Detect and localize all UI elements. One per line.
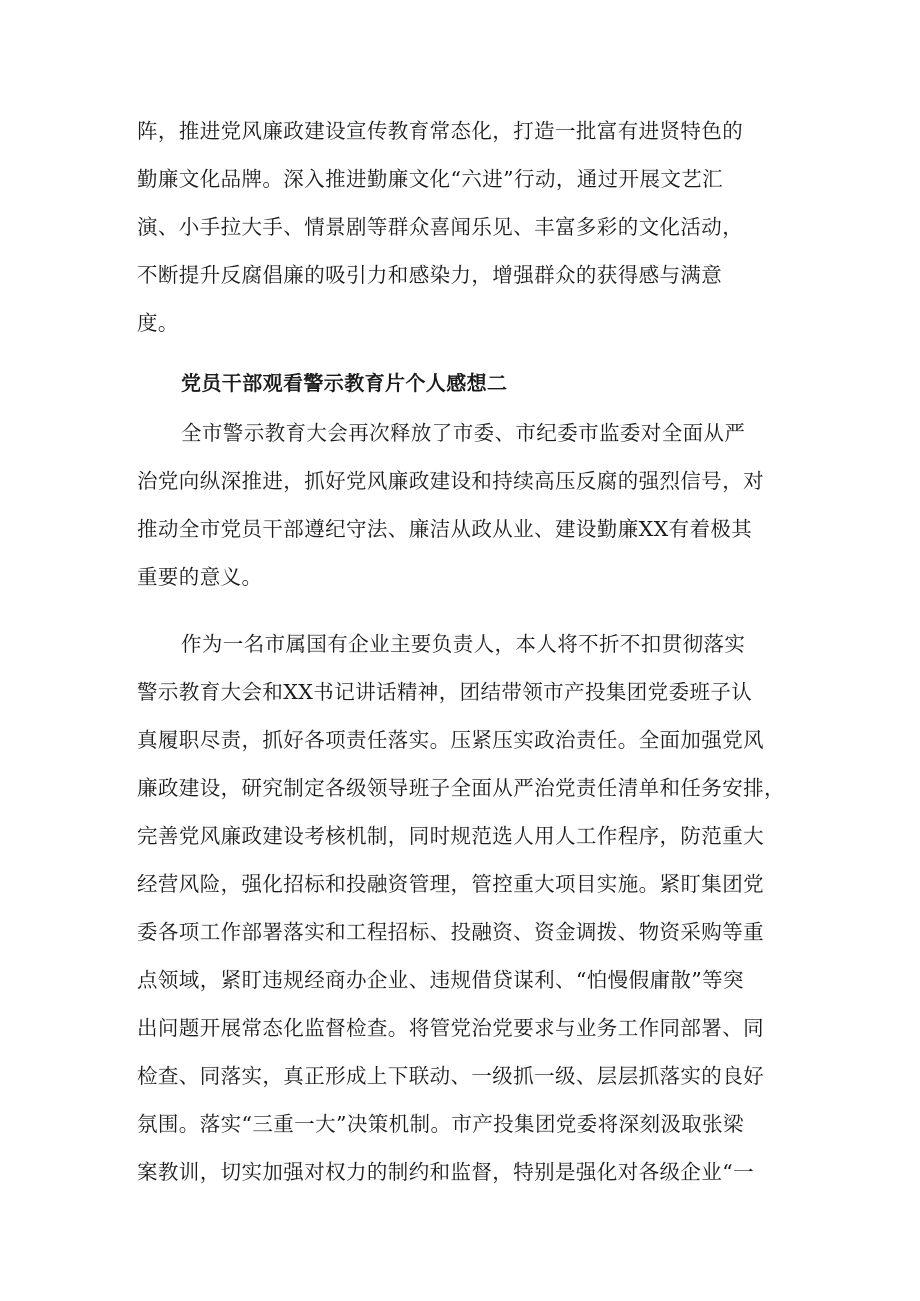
paragraph-line: 案教训，切实加强对权力的制约和监督，特别是强化对各级企业“一	[137, 1160, 754, 1184]
paragraph-line: 不断提升反腐倡廉的吸引力和感染力，增强群众的获得感与满意	[137, 263, 723, 287]
paragraph-line: 演、小手拉大手、情景剧等群众喜闻乐见、丰富多彩的文化活动，	[137, 215, 744, 239]
paragraph-line: 作为一名市属国有企业主要负责人，本人将不折不扣贯彻落实	[181, 632, 746, 656]
paragraph-3	[137, 620, 787, 1196]
paragraph-line: 度。	[137, 311, 179, 335]
paragraph-line: 治党向纵深推进，抓好党风廉政建设和持续高压反腐的强烈信号，对	[137, 469, 764, 493]
paragraph-line: 氛围。落实“三重一大”决策机制。市产投集团党委将深刻汲取张梁	[137, 1112, 744, 1136]
paragraph-line: 重要的意义。	[137, 565, 263, 589]
paragraph-2	[137, 409, 787, 601]
paragraph-line: 点领域，紧盯违规经商办企业、违规借贷谋利、“怕慢假庸散”等突	[137, 968, 744, 992]
paragraph-line: 真履职尽责，抓好各项责任落实。压紧压实政治责任。全面加强党风	[137, 728, 764, 752]
paragraph-line: 廉政建设，研究制定各级领导班子全面从严治党责任清单和任务安排，	[137, 776, 785, 800]
paragraph-line: 经营风险，强化招标和投融资管理，管控重大项目实施。紧盯集团党	[137, 872, 764, 896]
paragraph-line: 检查、同落实，真正形成上下联动、一级抓一级、层层抓落实的良好	[137, 1064, 764, 1088]
paragraph-line: 勤廉文化品牌。深入推进勤廉文化“六进”行动，通过开展文艺汇	[137, 167, 724, 191]
paragraph-line: 全市警示教育大会再次释放了市委、市纪委市监委对全面从严	[181, 421, 746, 445]
section-heading: 党员干部观看警示教育片个人感想二	[181, 371, 508, 395]
section-heading-block	[137, 359, 787, 407]
paragraph-line: 阵，推进党风廉政建设宣传教育常态化，打造一批富有进贤特色的	[137, 119, 744, 143]
paragraph-line: 委各项工作部署落实和工程招标、投融资、资金调拨、物资采购等重	[137, 920, 764, 944]
paragraph-line: 警示教育大会和XX书记讲话精神，团结带领市产投集团党委班子认	[137, 680, 753, 704]
paragraph-line: 完善党风廉政建设考核机制，同时规范选人用人工作程序，防范重大	[137, 824, 764, 848]
paragraph-line: 推动全市党员干部遵纪守法、廉洁从政从业、建设勤廉XX有着极其	[137, 517, 753, 541]
paragraph-1	[137, 107, 787, 347]
paragraph-line: 出问题开展常态化监督检查。将管党治党要求与业务工作同部署、同	[137, 1016, 764, 1040]
